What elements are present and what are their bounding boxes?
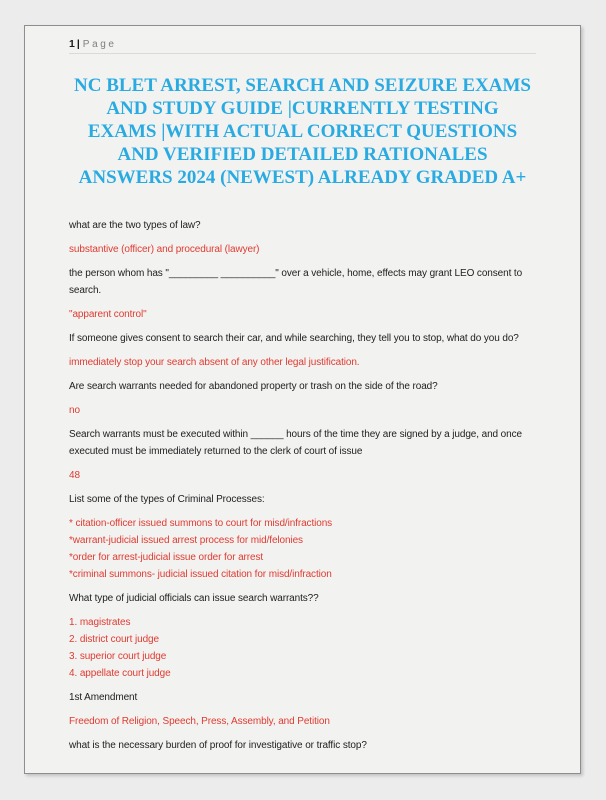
qa-question	[69, 426, 546, 460]
qa-answer	[69, 402, 546, 419]
qa-list	[69, 217, 546, 754]
answer-line: 1. magistrates	[69, 617, 131, 628]
title-line: ANSWERS 2024 (NEWEST) ALREADY GRADED A+	[78, 167, 527, 188]
document-title	[53, 74, 552, 189]
qa-answer	[69, 306, 546, 323]
title-line: EXAMS |WITH ACTUAL CORRECT QUESTIONS	[87, 121, 518, 142]
answer-line: *warrant-judicial issued arrest process for mid/felonies	[69, 535, 303, 546]
answer-line: immediately stop your search absent of any other legal justification.	[69, 357, 360, 368]
qa-answer	[69, 614, 546, 682]
title-line: NC BLET ARREST, SEARCH AND SEIZURE EXAMS	[74, 75, 531, 96]
qa-question	[69, 491, 546, 508]
answer-line: no	[69, 405, 80, 416]
answer-line: 2. district court judge	[69, 634, 159, 645]
title-line: AND VERIFIED DETAILED RATIONALES	[117, 144, 488, 165]
qa-question	[69, 689, 546, 706]
question-line: the person whom has "_________ __________" over a vehicle, home, effects may grant LEO consent to	[69, 268, 523, 279]
qa-question	[69, 737, 546, 754]
question-line: 1st Amendment	[69, 692, 138, 703]
question-line: what is the necessary burden of proof for investigative or traffic stop?	[69, 740, 367, 751]
qa-question	[69, 330, 546, 347]
answer-line: 3. superior court judge	[69, 651, 167, 662]
page-label: Page	[82, 39, 117, 50]
question-line: Search warrants must be executed within ______ hours of the time they are signed by a judge, and once	[69, 429, 522, 440]
question-line: If someone gives consent to search their car, and while searching, they tell you to stop, what do you do?	[69, 333, 519, 344]
qa-answer	[69, 515, 546, 583]
answer-line: *order for arrest-judicial issue order for arrest	[69, 552, 264, 563]
question-line: Are search warrants needed for abandoned property or trash on the side of the road?	[69, 381, 438, 392]
answer-line: 48	[69, 470, 80, 481]
qa-question	[69, 590, 546, 607]
question-line: what are the two types of law?	[69, 220, 201, 231]
header-rule	[69, 53, 536, 54]
qa-answer	[69, 713, 546, 730]
qa-answer	[69, 467, 546, 484]
answer-line: Freedom of Religion, Speech, Press, Assembly, and Petition	[69, 716, 330, 727]
header-divider: |	[76, 38, 80, 50]
page-header	[69, 38, 536, 50]
qa-question	[69, 265, 546, 299]
page-sheet	[24, 25, 581, 774]
answer-line: * citation-officer issued summons to court for misd/infractions	[69, 518, 333, 529]
answer-line: "apparent control"	[69, 309, 147, 320]
qa-answer	[69, 241, 546, 258]
answer-line: 4. appellate court judge	[69, 668, 171, 679]
question-line: What type of judicial officials can issue search warrants??	[69, 593, 319, 604]
qa-answer	[69, 354, 546, 371]
question-line: List some of the types of Criminal Processes:	[69, 494, 265, 505]
qa-question	[69, 378, 546, 395]
answer-line: substantive (officer) and procedural (lawyer)	[69, 244, 260, 255]
page-number: 1	[69, 38, 75, 50]
question-line: search.	[69, 285, 102, 296]
answer-line: *criminal summons- judicial issued citation for misd/infraction	[69, 569, 332, 580]
title-line: AND STUDY GUIDE |CURRENTLY TESTING	[106, 98, 499, 119]
qa-question	[69, 217, 546, 234]
question-line: executed must be immediately returned to the clerk of court of issue	[69, 446, 363, 457]
